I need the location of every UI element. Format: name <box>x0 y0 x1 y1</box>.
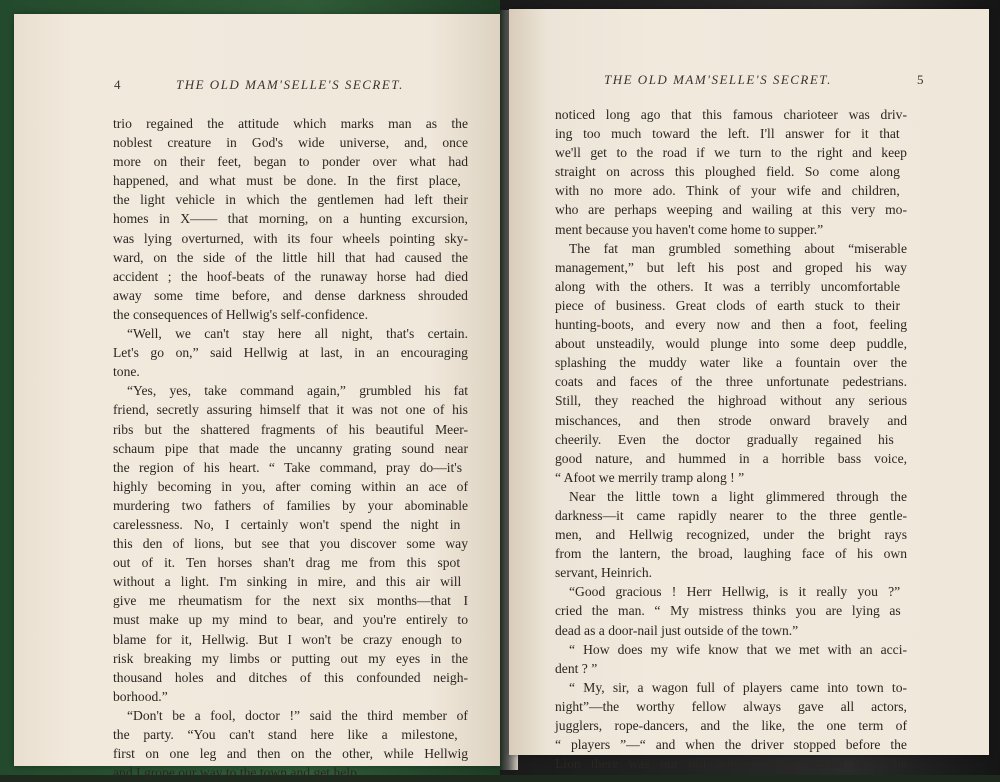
text-line: splashing the muddy water like a fountain over the <box>555 355 907 371</box>
text-line: mischances, and then strode onward bravely and <box>555 412 907 428</box>
text-line: murdering two fathers of families by your abominable <box>113 497 469 513</box>
left-page-number: 4 <box>114 77 121 92</box>
text-line: we'll get to the road if we turn to the right and keep <box>555 145 907 161</box>
text-line: noblest creature in God's wide universe, and, once <box>113 135 469 151</box>
text-line: about unsteadily, would plunge into some deep puddle, <box>555 336 907 352</box>
text-line: trio regained the attitude which marks man as the <box>113 116 468 131</box>
text-line: “Yes, yes, take command again,” grumbled his fat <box>127 383 469 399</box>
text-line: servant, Heinrich. <box>555 565 653 581</box>
text-line: along with the others. It was a terribly uncomfortable <box>555 278 901 294</box>
text-line: good nature, and hummed in a horrible bass voice, <box>555 450 908 466</box>
left-page <box>14 14 502 781</box>
right-body-text <box>555 105 907 773</box>
text-line: straight on across this ploughed field. So come along <box>555 164 900 180</box>
right-running-head <box>604 72 934 92</box>
text-line: happened, and what must be done. In the first place, <box>113 173 461 189</box>
text-line: borhood.” <box>113 688 168 704</box>
text-line: more on their feet, began to ponder over what had <box>113 154 469 170</box>
text-line: ward, on the side of the little hill that had caused the <box>113 249 469 265</box>
text-line: ribs but the shattered fragments of his beautiful Meer- <box>113 421 469 437</box>
text-line: The fat man grumbled something about “miserable <box>569 240 907 256</box>
right-page-number: 5 <box>917 72 924 87</box>
text-line: first on one leg and then on the other, while Hellwig <box>113 746 469 762</box>
text-line: darkness—it came rapidly nearer to the three gentle- <box>555 507 908 523</box>
text-line: “Good gracious ! Herr Hellwig, is it really you ?” <box>569 584 901 600</box>
text-line: friend, secretly assuring himself that it was not one of his <box>113 402 468 418</box>
text-line: noticed long ago that this famous charioteer was driv- <box>555 107 907 122</box>
text-line: carelessness. No, I certainly won't spend the night in <box>113 516 461 532</box>
text-line: “ My, sir, a wagon full of players came into town to- <box>569 679 908 695</box>
text-line: cried the man. “ My mistress thinks you are lying as <box>555 603 901 619</box>
left-running-title: THE OLD MAM'SELLE'S SECRET. <box>176 77 404 92</box>
text-line: “Well, we can't stay here all night, that's certain. <box>127 326 468 342</box>
text-line: management,” but left his post and groped his way <box>555 259 907 275</box>
text-line: the party. “You can't stand here like a milestone, <box>113 727 458 742</box>
text-line: risk breaking my limbs or putting out my eyes in the <box>113 650 469 666</box>
text-line: hunting-boots, and every now and then a foot, feeling <box>555 317 907 333</box>
text-line: must make up my mind to bear, and you're entirely to <box>113 612 469 628</box>
text-line: highly becoming in you, after coming within an ace of <box>113 478 469 494</box>
text-line: ment because you haven't come home to supper.” <box>555 221 824 237</box>
text-line: without a light. I'm sinking in mire, and this air will <box>113 574 462 590</box>
text-line: coats and faces of the three unfortunate pedestrians. <box>555 374 907 390</box>
text-line: jugglers, rope-dancers, and the like, the one term of <box>555 718 907 733</box>
text-line: night”—the worthy fellow always gave all actors, <box>555 698 907 714</box>
text-line: the region of his heart. “ Take command, pray do—it's <box>113 459 463 475</box>
text-line: and I grope our way to the town and get help. <box>113 765 361 781</box>
text-line: “ Afoot we merrily tramp along ! ” <box>555 469 745 485</box>
text-line: with no more ado. Think of your wife and children, <box>555 183 900 199</box>
text-line: “ players ”—“ and when the driver stopped before the <box>555 737 907 753</box>
text-line: blame for it, Hellwig. But I won't be crazy enough to <box>113 631 462 647</box>
text-line: Lion there was our old horse trotting behind as if he <box>555 756 907 772</box>
left-body-text <box>113 114 468 782</box>
text-line: “Don't be a fool, doctor !” said the third member of <box>127 707 468 723</box>
left-running-head <box>114 77 474 97</box>
text-line: was lying overturned, with its four wheels pointing sky- <box>113 230 469 246</box>
right-page <box>509 9 989 772</box>
right-running-title: THE OLD MAM'SELLE'S SECRET. <box>604 72 832 87</box>
text-line: dead as a door-nail just outside of the town.” <box>555 622 799 638</box>
text-line: tone. <box>113 364 140 380</box>
text-line: who are perhaps weeping and wailing at this very mo- <box>555 202 907 218</box>
text-line: piece of business. Great clods of earth stuck to their <box>555 297 900 313</box>
text-line: schaum pipe that made the uncanny grating sound near <box>113 440 468 456</box>
text-line: the light vehicle in which the gentlemen had left their <box>113 192 469 208</box>
text-line: men, and Hellwig recognized, under the bright rays <box>555 527 908 543</box>
text-line: the consequences of Hellwig's self-confidence. <box>113 306 368 322</box>
text-line: cheerily. Even the doctor gradually regained his <box>555 431 894 447</box>
text-line: accident ; the hoof-beats of the runaway horse had died <box>113 268 469 284</box>
text-line: “ How does my wife know that we met with an acci- <box>569 641 907 657</box>
text-line: Still, they reached the highroad without any serious <box>555 393 908 409</box>
text-line: give me rheumatism for the next six months—that I <box>113 593 468 609</box>
text-line: ing too much toward the left. I'll answer for it that <box>555 126 900 142</box>
text-line: dent ? ” <box>555 660 598 676</box>
text-line: this den of lions, but see that you discover some way <box>113 536 469 552</box>
text-line: Let's go on,” said Hellwig at last, in an encouraging <box>113 345 468 361</box>
text-line: out of it. Ten horses shan't drag me from this spot <box>113 555 461 571</box>
text-line: away some time before, and dense darkness shrouded <box>113 287 468 303</box>
text-line: homes in X—— that morning, on a hunting excursion, <box>113 211 468 227</box>
text-line: thousand holes and ditches of this confounded neigh- <box>113 669 469 685</box>
text-line: Near the little town a light glimmered through the <box>569 488 908 504</box>
text-line: from the lantern, the broad, laughing face of his own <box>555 546 908 562</box>
